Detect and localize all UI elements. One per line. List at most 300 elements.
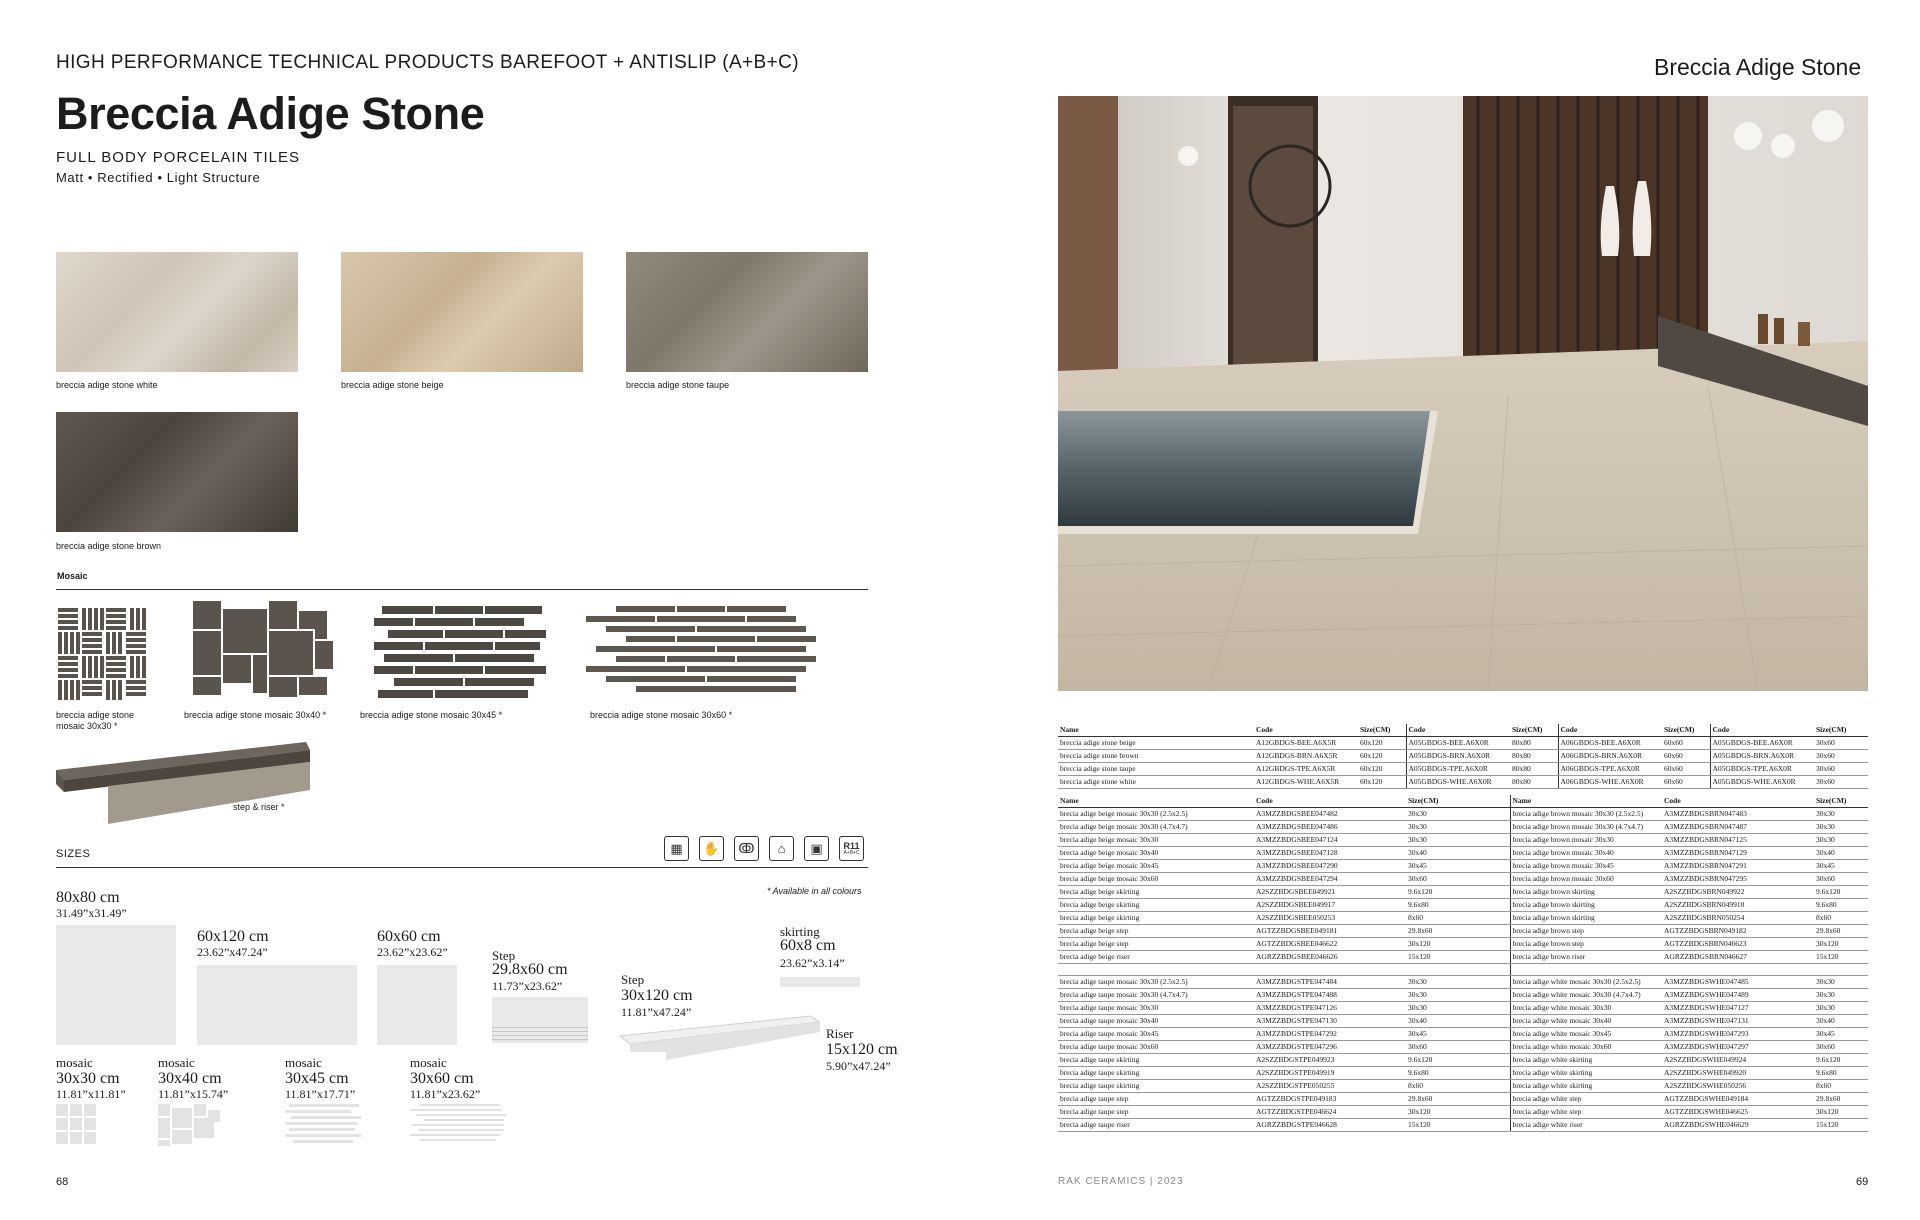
table-cell: A12GBDGS-BRN.A6X5R [1254,750,1358,763]
table-row [1058,988,1868,1001]
table-cell: A12GBDGS-TPE.A6X5R [1254,763,1358,776]
table-cell: A2SZZBDGSTPE050255 [1254,1079,1406,1092]
table-cell: A06GBDGS-WHE.A6X0R [1558,776,1662,789]
table-cell: A12GBDGS-WHE.A6X5R [1254,776,1358,789]
table-cell: A3MZZBDGSTPE047130 [1254,1014,1406,1027]
table-cell: A2SZZBDGSTPE049923 [1254,1053,1406,1066]
table-cell: A3MZZBDGSTPE047296 [1254,1040,1406,1053]
tile-type: FULL BODY PORCELAIN TILES [56,149,300,166]
table-cell: A3MZZBDGSTPE047292 [1254,1027,1406,1040]
table-cell: A3MZZBDGSBEE047124 [1254,833,1406,846]
step2-in: 11.81”x47.24” [621,1005,692,1019]
swatch-white [56,252,298,372]
table-cell: 8x60 [1406,911,1510,924]
table-cell: 8x60 [1406,1079,1510,1092]
table-cell: brecia adige brown mosaic 30x30 [1510,833,1662,846]
table-cell: 60x60 [1662,776,1710,789]
table-cell: brecia adige taupe mosaic 30x30 (2.5x2.5) [1058,975,1254,988]
table-cell: 30x60 [1406,872,1510,885]
table-row [1058,975,1868,988]
table-cell: 30x30 [1406,807,1510,820]
table-cell: A3MZZBDGSBEE047290 [1254,859,1406,872]
table-cell: brecia adige taupe mosaic 30x60 [1058,1040,1254,1053]
table-cell: 30x120 [1406,1105,1510,1118]
table-cell: A3MZZBDGSWHE047127 [1662,1001,1814,1014]
table-cell: 15x120 [1406,1118,1510,1131]
table-cell [1662,963,1814,975]
table-row [1058,950,1868,963]
table-cell: brecia adige white step [1510,1105,1662,1118]
table-row [1058,1118,1868,1131]
mosaic2-icon [158,1104,220,1146]
table-cell: 30x30 [1406,820,1510,833]
table-cell: A3MZZBDGSBEE047294 [1254,872,1406,885]
table-cell: brecia adige brown mosaic 30x40 [1510,846,1662,859]
table-cell: A12GBDGS-BEE.A6X5R [1254,737,1358,750]
table-cell: 80x80 [1510,776,1558,789]
step1-head: Step [492,948,516,963]
riser-head: Riser [826,1026,854,1041]
table-cell: 30x60 [1814,750,1868,763]
mosaic-icon: ▦ [664,836,689,861]
table-cell: AGRZZBDGSBRN046627 [1662,950,1814,963]
table-cell: AGTZZBDGSTPE046624 [1254,1105,1406,1118]
right-page-title: Breccia Adige Stone [1654,54,1862,80]
table-cell: AGTZZBDGSTPE049183 [1254,1092,1406,1105]
mosaic-section-title: Mosaic [57,571,88,581]
table-cell: A2SZZBDGSWHE049924 [1662,1053,1814,1066]
table-cell: 30x30 [1814,820,1868,833]
table-header-cell: Size(CM) [1406,795,1510,808]
table-cell: A05GBDGS-BEE.A6X0R [1710,737,1814,750]
table-cell: A05GBDGS-TPE.A6X0R [1710,763,1814,776]
swatch-label-brown: breccia adige stone brown [56,541,162,551]
table-cell: 9.6x80 [1814,898,1868,911]
table-cell: brecia adige taupe skirting [1058,1066,1254,1079]
table-cell: brecia adige brown skirting [1510,898,1662,911]
table-cell: 30x40 [1406,846,1510,859]
mosaic1-head: mosaic [56,1055,93,1070]
table-row [1058,1053,1868,1066]
table-cell: A3MZZBDGSBRN047129 [1662,846,1814,859]
table-header-cell: Code [1254,795,1406,808]
table-cell: brecia adige brown step [1510,937,1662,950]
table-cell: A06GBDGS-BRN.A6X0R [1558,750,1662,763]
table-row [1058,963,1868,975]
table-cell: 30x60 [1814,776,1868,789]
table-cell: 60x60 [1662,737,1710,750]
mosaic1-cm: 30x30 cm [56,1070,120,1087]
table-cell: brecia adige white riser [1510,1118,1662,1131]
table-cell: brecia adige brown skirting [1510,885,1662,898]
table-cell: AGRZZBDGSTPE046628 [1254,1118,1406,1131]
table-header-cell: Size(CM) [1358,724,1406,737]
table-cell [1254,963,1406,975]
table-cell: A3MZZBDGSWHE047489 [1662,988,1814,1001]
table-row [1058,1079,1868,1092]
size-80x80-in: 31.49”x31.49” [56,906,127,920]
bag-icon: ▣ [804,836,829,861]
table-cell: 30x30 [1406,988,1510,1001]
foot-icon: ↂ [734,836,759,861]
table-cell: 9.6x80 [1406,1066,1510,1079]
mosaic-label-30x30: breccia adige stone mosaic 30x30 * [56,710,135,731]
riser-in: 5.90”x47.24” [826,1059,891,1073]
table-cell: 30x45 [1406,859,1510,872]
table-cell: AGTZZBDGSWHE046625 [1662,1105,1814,1118]
feature-icons [664,836,864,861]
table-cell: breccia adige stone taupe [1058,763,1254,776]
table-row [1058,937,1868,950]
table-header-cell: Size(CM) [1662,724,1710,737]
table-cell: brecia adige brown mosaic 30x30 (2.5x2.5) [1510,807,1662,820]
table-cell: brecia adige white mosaic 30x30 (4.7x4.7) [1510,988,1662,1001]
table-cell: 30x60 [1814,872,1868,885]
table-cell: 9.6x80 [1814,1066,1868,1079]
table-cell: 29.8x60 [1814,924,1868,937]
table-header-cell: Name [1058,724,1254,737]
table-cell: A05GBDGS-BRN.A6X0R [1710,750,1814,763]
table-cell: 9.6x120 [1814,885,1868,898]
mosaic-30x30-image [56,606,152,702]
table-cell: AGRZZBDGSWHE046629 [1662,1118,1814,1131]
mosaic4-head: mosaic [410,1055,447,1070]
table-row [1058,898,1868,911]
table-cell: brecia adige white mosaic 30x40 [1510,1014,1662,1027]
riser-cm: 15x120 cm [826,1041,898,1058]
table-cell: 9.6x120 [1406,1053,1510,1066]
table-cell: A3MZZBDGSBRN047295 [1662,872,1814,885]
mosaic4-in: 11.81”x23.62” [410,1087,481,1101]
table-cell: breccia adige stone white [1058,776,1254,789]
mosaic-label-30x40: breccia adige stone mosaic 30x40 * [184,710,327,720]
table-cell: 30x45 [1406,1027,1510,1040]
page-number-left: 68 [56,1176,69,1188]
step1-image [492,997,588,1043]
r11-sub: A+B+C [843,849,860,856]
table-cell: A2SZZBDGSBEE049917 [1254,898,1406,911]
swatch-beige [341,252,583,372]
mosaic-30x45-image [374,604,546,700]
table-row [1058,833,1868,846]
table-cell: brecia adige beige riser [1058,950,1254,963]
table-cell: AGTZZBDGSBEE049181 [1254,924,1406,937]
table-cell: brecia adige beige mosaic 30x30 (2.5x2.5) [1058,807,1254,820]
table-cell: AGTZZBDGSBRN046623 [1662,937,1814,950]
mosaic-label-30x45: breccia adige stone mosaic 30x45 * [360,710,503,720]
table-header-cell: Code [1558,724,1662,737]
table-cell: 8x60 [1814,911,1868,924]
table-cell: 15x120 [1814,950,1868,963]
table-cell: AGTZZBDGSBRN049182 [1662,924,1814,937]
table-cell: brecia adige white skirting [1510,1053,1662,1066]
mosaic-30x40-image [192,600,334,700]
table-row [1058,846,1868,859]
table-cell: brecia adige white mosaic 30x45 [1510,1027,1662,1040]
table-cell: A3MZZBDGSBRN047487 [1662,820,1814,833]
mosaic3-icon [285,1104,361,1144]
table-cell: 30x40 [1406,1014,1510,1027]
skirting-in: 23.62”x3.14” [780,956,845,970]
table-cell: 60x120 [1358,763,1406,776]
size-60x120-box [197,965,357,1045]
table-cell: A2SZZBDGSBRN049922 [1662,885,1814,898]
table-cell: A06GBDGS-TPE.A6X0R [1558,763,1662,776]
table-cell: 80x80 [1510,763,1558,776]
table-cell: A2SZZBDGSTPE049919 [1254,1066,1406,1079]
table-cell [1406,963,1510,975]
table-cell [1058,963,1254,975]
table-cell: brecia adige beige skirting [1058,885,1254,898]
table-row [1058,763,1868,776]
table-cell: brecia adige white mosaic 30x30 [1510,1001,1662,1014]
table-row [1058,1040,1868,1053]
table-cell: A05GBDGS-BRN.A6X0R [1406,750,1510,763]
table-cell: brecia adige taupe skirting [1058,1053,1254,1066]
table-cell: brecia adige brown mosaic 30x45 [1510,859,1662,872]
mosaic-30x60-image [586,604,818,700]
table-cell: A3MZZBDGSTPE047484 [1254,975,1406,988]
table-cell: 30x120 [1814,937,1868,950]
divider [56,589,868,590]
mosaic2-head: mosaic [158,1055,195,1070]
table-row [1058,872,1868,885]
sizes-title: SIZES [56,848,91,860]
table-row [1058,1027,1868,1040]
table-cell: A06GBDGS-BEE.A6X0R [1558,737,1662,750]
home-icon: ⌂ [769,836,794,861]
table-cell: 30x120 [1406,937,1510,950]
table-cell: AGTZZBDGSWHE049184 [1662,1092,1814,1105]
size-60x60-box [377,965,457,1045]
table-cell: brecia adige white mosaic 30x60 [1510,1040,1662,1053]
table-row [1058,1001,1868,1014]
table-cell: 30x40 [1814,1014,1868,1027]
mosaic4-icon [410,1104,506,1144]
step-riser-image [56,740,312,826]
table-cell: brecia adige brown step [1510,924,1662,937]
table-cell: 80x80 [1510,737,1558,750]
table-cell: brecia adige taupe mosaic 30x40 [1058,1014,1254,1027]
table-cell: A2SZZBDGSWHE050256 [1662,1079,1814,1092]
table-cell: 60x60 [1662,763,1710,776]
table-header-cell: Code [1662,795,1814,808]
table-header-row [1058,724,1868,737]
step1-in: 11.73”x23.62” [492,979,563,993]
mosaic1-icon [56,1104,96,1144]
table-cell: 30x30 [1406,975,1510,988]
table-cell: A3MZZBDGSBEE047486 [1254,820,1406,833]
table-cell: A05GBDGS-BEE.A6X0R [1406,737,1510,750]
table-cell: 60x120 [1358,750,1406,763]
table-cell: brecia adige brown riser [1510,950,1662,963]
table-cell: brecia adige beige skirting [1058,898,1254,911]
table-cell: A05GBDGS-WHE.A6X0R [1710,776,1814,789]
table-cell: 15x120 [1406,950,1510,963]
table-cell: brecia adige beige mosaic 30x45 [1058,859,1254,872]
size-60x120-in: 23.62”x47.24” [197,945,268,959]
table-row [1058,820,1868,833]
table-cell: brecia adige taupe mosaic 30x45 [1058,1027,1254,1040]
table-cell: breccia adige stone beige [1058,737,1254,750]
step-riser-label: step & riser * [233,802,285,812]
table-cell: brecia adige brown mosaic 30x60 [1510,872,1662,885]
table-cell: A2SZZBDGSBEE050253 [1254,911,1406,924]
table-header-cell: Size(CM) [1814,724,1868,737]
table-cell: brecia adige white step [1510,1092,1662,1105]
table-header-cell: Code [1254,724,1358,737]
table-cell: AGTZZBDGSBEE046622 [1254,937,1406,950]
table-row [1058,750,1868,763]
mosaic1-in: 11.81”x11.81” [56,1087,126,1101]
r11-label: R11 [843,840,860,851]
table-cell: brecia adige taupe step [1058,1105,1254,1118]
table-row [1058,1092,1868,1105]
skirting-box [780,977,860,987]
table-cell: brecia adige brown mosaic 30x30 (4.7x4.7) [1510,820,1662,833]
table-cell: brecia adige white mosaic 30x30 (2.5x2.5) [1510,975,1662,988]
page-subtitle: HIGH PERFORMANCE TECHNICAL PRODUCTS BAREFOOT + ANTISLIP (A+B+C) [56,52,799,73]
table-cell: 30x30 [1406,833,1510,846]
table-cell: brecia adige beige mosaic 30x30 [1058,833,1254,846]
table-cell: 29.8x60 [1406,1092,1510,1105]
table-cell: 30x30 [1814,833,1868,846]
available-note: * Available in all colours [767,886,862,896]
table-cell: A2SZZBDGSBRN049918 [1662,898,1814,911]
table-cell: brecia adige taupe step [1058,1092,1254,1105]
table-cell: A3MZZBDGSWHE047297 [1662,1040,1814,1053]
table-cell: brecia adige white skirting [1510,1079,1662,1092]
mosaic2-in: 11.81”x15.74” [158,1087,229,1101]
hero-bathroom-image [1058,96,1868,691]
mosaic-label-30x60: breccia adige stone mosaic 30x60 * [590,710,733,720]
table-cell: 60x120 [1358,737,1406,750]
table-cell: A3MZZBDGSBRN047125 [1662,833,1814,846]
table-cell: A3MZZBDGSBEE047482 [1254,807,1406,820]
footer-brand: RAK CERAMICS | 2023 [1058,1176,1184,1187]
table-cell: brecia adige taupe riser [1058,1118,1254,1131]
table-cell: brecia adige beige step [1058,924,1254,937]
table-cell: brecia adige beige step [1058,937,1254,950]
mosaic2-cm: 30x40 cm [158,1070,222,1087]
table-cell: breccia adige stone brown [1058,750,1254,763]
mosaic3-head: mosaic [285,1055,322,1070]
table-cell: brecia adige beige mosaic 30x30 (4.7x4.7) [1058,820,1254,833]
table-cell: 30x30 [1814,807,1868,820]
size-60x60-in: 23.62”x23.62” [377,945,448,959]
table-row [1058,859,1868,872]
table-cell: brecia adige brown skirting [1510,911,1662,924]
table-cell: brecia adige beige skirting [1058,911,1254,924]
table-cell [1510,963,1662,975]
table-cell: 30x45 [1814,1027,1868,1040]
table-cell: A3MZZBDGSTPE047488 [1254,988,1406,1001]
table-row [1058,885,1868,898]
table-cell: 30x120 [1814,1105,1868,1118]
finish-description: Matt • Rectified • Light Structure [56,170,261,185]
page-number-right: 69 [1856,1176,1869,1188]
table-cell: A2SZZBDGSBEE049921 [1254,885,1406,898]
table-row [1058,776,1868,789]
swatch-label-beige: breccia adige stone beige [341,380,444,390]
table-cell: 30x45 [1814,859,1868,872]
table-cell: A3MZZBDGSBEE047128 [1254,846,1406,859]
table-header-cell: Code [1406,724,1510,737]
table-cell: 30x30 [1814,975,1868,988]
table-cell: A2SZZBDGSWHE049920 [1662,1066,1814,1079]
mosaic3-in: 11.81”x17.71” [285,1087,356,1101]
table-cell: 30x30 [1406,1001,1510,1014]
table-row [1058,911,1868,924]
table-header-cell: Code [1710,724,1814,737]
skirting-cm: 60x8 cm [780,937,836,954]
table-cell: brecia adige taupe skirting [1058,1079,1254,1092]
size-60x120-cm: 60x120 cm [197,928,269,945]
table-cell: brecia adige white skirting [1510,1066,1662,1079]
table-cell: 60x60 [1662,750,1710,763]
table-cell [1814,963,1868,975]
swatch-label-white: breccia adige stone white [56,380,158,390]
hand-icon: ✋ [699,836,724,861]
table-row [1058,924,1868,937]
size-60x60-cm: 60x60 cm [377,928,441,945]
table-cell: 29.8x60 [1814,1092,1868,1105]
r11-icon [839,836,864,861]
table-cell: brecia adige taupe mosaic 30x30 [1058,1001,1254,1014]
divider [56,867,868,868]
table-cell: 30x30 [1814,988,1868,1001]
table-header-row [1058,795,1868,808]
skirting-head: skirting [780,924,820,939]
table-cell: 29.8x60 [1406,924,1510,937]
table-row [1058,807,1868,820]
table-cell: 80x80 [1510,750,1558,763]
table-row [1058,737,1868,750]
table-cell: A05GBDGS-WHE.A6X0R [1406,776,1510,789]
table-cell: 30x60 [1406,1040,1510,1053]
table-header-cell: Size(CM) [1510,724,1558,737]
table-cell: brecia adige beige mosaic 30x60 [1058,872,1254,885]
table-cell: 30x60 [1814,763,1868,776]
table-cell: brecia adige taupe mosaic 30x30 (4.7x4.7) [1058,988,1254,1001]
size-80x80-box [56,925,176,1045]
table-cell: A3MZZBDGSWHE047293 [1662,1027,1814,1040]
swatch-brown [56,412,298,532]
page-title: Breccia Adige Stone [56,88,485,139]
step2-cm: 30x120 cm [621,987,693,1004]
table-cell: 8x60 [1814,1079,1868,1092]
table-cell: 30x40 [1814,846,1868,859]
table-cell: 30x60 [1814,737,1868,750]
table-cell: 30x60 [1814,1040,1868,1053]
table-cell: A05GBDGS-TPE.A6X0R [1406,763,1510,776]
swatch-label-taupe: breccia adige stone taupe [626,380,730,390]
size-80x80-cm: 80x80 cm [56,889,120,906]
step2-head: Step [621,972,645,987]
table-row [1058,1014,1868,1027]
table-cell: A2SZZBDGSBRN050254 [1662,911,1814,924]
product-table [1058,724,1868,1132]
table-header-cell: Name [1058,795,1254,808]
table-cell: 9.6x120 [1814,1053,1868,1066]
table-cell: 30x30 [1814,1001,1868,1014]
table-header-cell: Name [1510,795,1662,808]
table-cell: AGRZZBDGSBEE046626 [1254,950,1406,963]
table-cell: 9.6x120 [1406,885,1510,898]
mosaic3-cm: 30x45 cm [285,1070,349,1087]
table-cell: A3MZZBDGSTPE047126 [1254,1001,1406,1014]
step2-image [620,1014,820,1062]
